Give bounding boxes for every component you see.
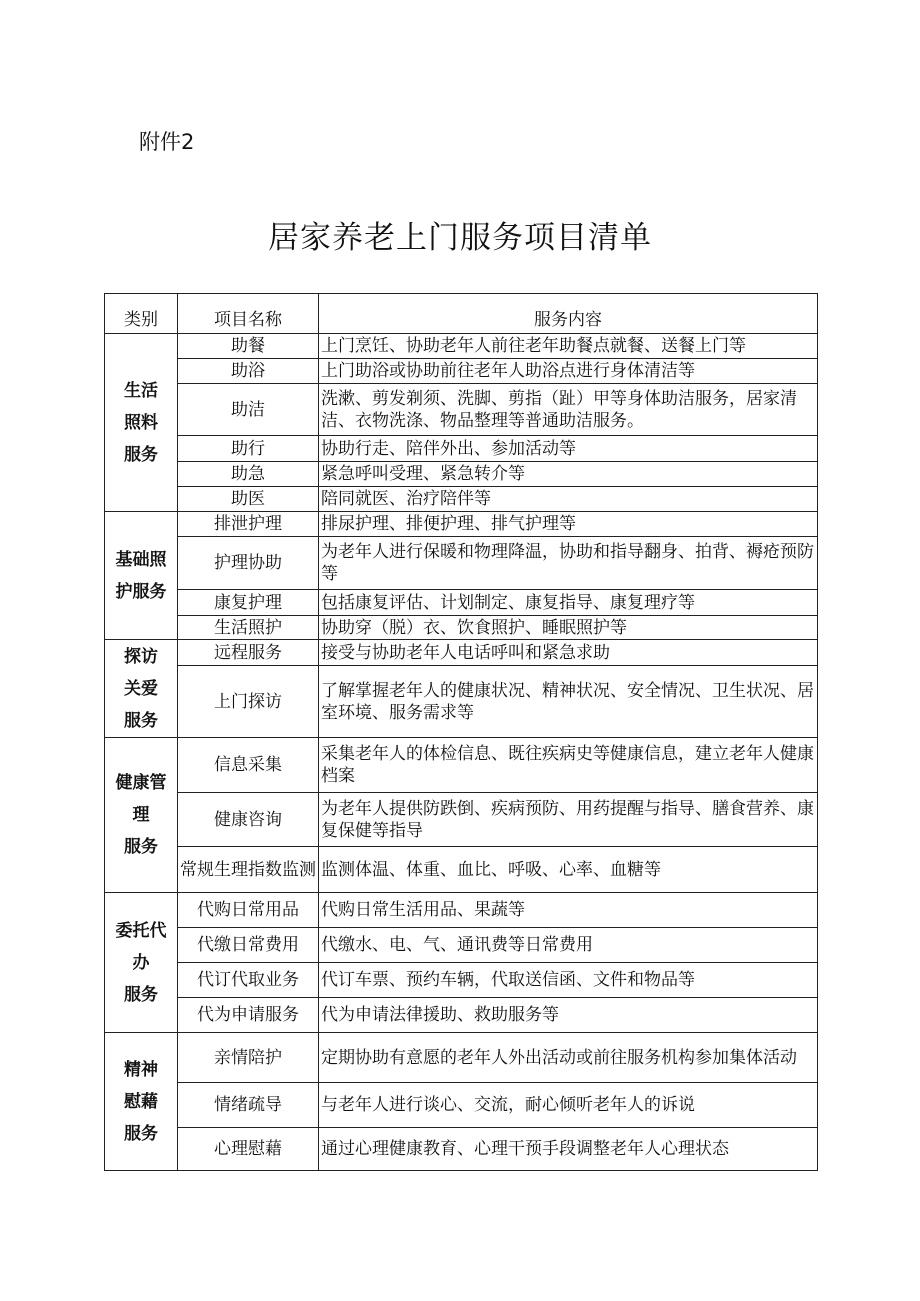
item-name-cell: 情绪疏导 [178,1083,319,1128]
table-row [105,590,818,616]
service-content-cell: 代购日常生活用品、果蔬等 [319,893,818,928]
table-row [105,334,818,359]
item-name-cell: 远程服务 [178,640,319,666]
service-content-cell: 监测体温、体重、血比、呼吸、心率、血糖等 [319,847,818,893]
category-cell [105,512,178,640]
table-row [105,738,818,793]
category-cell [105,893,178,1033]
item-name-cell: 康复护理 [178,590,319,616]
table-row [105,537,818,590]
table-row [105,847,818,893]
service-content-cell: 上门助浴或协助前往老年人助浴点进行身体清洁等 [319,359,818,384]
service-content-cell: 上门烹饪、协助老年人前往老年助餐点就餐、送餐上门等 [319,334,818,359]
table-row [105,359,818,384]
category-label-line: 办 [132,952,150,973]
service-content-cell: 代为申请法律援助、救助服务等 [319,998,818,1033]
service-content-cell: 为老年人进行保暖和物理降温，协助和指导翻身、拍背、褥疮预防等 [319,537,818,590]
service-content-cell: 排尿护理、排便护理、排气护理等 [319,512,818,537]
attachment-label: 附件2 [139,130,195,154]
table-body [105,334,818,1171]
category-label-line: 健康管 [115,773,167,793]
category-label-line: 探访 [124,646,158,667]
category-cell [105,334,178,512]
service-content-cell: 定期协助有意愿的老年人外出活动或前往服务机构参加集体活动 [319,1033,818,1083]
item-name-cell: 助洁 [178,384,319,436]
category-label-line: 精神 [124,1059,158,1080]
table-row [105,893,818,928]
document-title: 居家养老上门服务项目清单 [268,220,652,256]
table-row [105,963,818,998]
service-content-cell: 包括康复评估、计划制定、康复指导、康复理疗等 [319,590,818,616]
item-name-cell: 助急 [178,462,319,487]
column-header-category: 类别 [105,294,178,334]
item-name-cell: 常规生理指数监测 [178,847,319,893]
service-content-cell: 了解掌握老年人的健康状况、精神状况、安全情况、卫生状况、居室环境、服务需求等 [319,666,818,738]
item-name-cell: 生活照护 [178,616,319,640]
service-table [104,293,818,1171]
item-name-cell: 上门探访 [178,666,319,738]
table-row [105,462,818,487]
category-label-line: 服务 [124,1123,158,1144]
item-name-cell: 亲情陪护 [178,1033,319,1083]
category-label-line: 服务 [124,444,158,465]
item-name-cell: 护理协助 [178,537,319,590]
table-row [105,616,818,640]
category-cell [105,640,178,738]
category-label-line: 理 [132,805,150,825]
item-name-cell: 助医 [178,487,319,512]
service-content-cell: 洗漱、剪发剃须、洗脚、剪指（趾）甲等身体助洁服务，居家清洁、衣物洗涤、物品整理等普通助洁服务。 [319,384,818,436]
category-label-line: 服务 [124,710,158,731]
table-row [105,1083,818,1128]
item-name-cell: 信息采集 [178,738,319,793]
table-row [105,666,818,738]
category-label-line: 关爱 [124,678,158,699]
table-header-row [105,294,818,334]
item-name-cell: 助浴 [178,359,319,384]
service-content-cell: 与老年人进行谈心、交流，耐心倾听老年人的诉说 [319,1083,818,1128]
column-header-content: 服务内容 [319,294,818,334]
category-label-line: 委托代 [115,920,167,941]
item-name-cell: 代为申请服务 [178,998,319,1033]
category-label-line: 服务 [124,984,158,1005]
table-row [105,1128,818,1171]
column-header-item-name: 项目名称 [178,294,319,334]
service-content-cell: 代缴水、电、气、通讯费等日常费用 [319,928,818,963]
category-label-line: 慰藉 [124,1091,158,1112]
table-row [105,487,818,512]
table-row [105,384,818,436]
service-content-cell: 为老年人提供防跌倒、疾病预防、用药提醒与指导、膳食营养、康复保健等指导 [319,793,818,847]
service-content-cell: 协助行走、陪伴外出、参加活动等 [319,436,818,462]
category-label-line: 服务 [124,837,158,857]
item-name-cell: 助餐 [178,334,319,359]
service-content-cell: 陪同就医、治疗陪伴等 [319,487,818,512]
category-cell [105,738,178,893]
table-row [105,1033,818,1083]
category-label-line: 护服务 [115,581,167,602]
service-content-cell: 协助穿（脱）衣、饮食照护、睡眠照护等 [319,616,818,640]
category-label-line: 照料 [124,412,158,433]
table-row [105,436,818,462]
category-label-line: 基础照 [115,549,167,570]
table-row [105,793,818,847]
category-cell [105,1033,178,1171]
table-row [105,512,818,537]
service-content-cell: 紧急呼叫受理、紧急转介等 [319,462,818,487]
item-name-cell: 心理慰藉 [178,1128,319,1171]
table-row [105,998,818,1033]
item-name-cell: 排泄护理 [178,512,319,537]
item-name-cell: 助行 [178,436,319,462]
service-content-cell: 接受与协助老年人电话呼叫和紧急求助 [319,640,818,666]
item-name-cell: 健康咨询 [178,793,319,847]
service-content-cell: 采集老年人的体检信息、既往疾病史等健康信息，建立老年人健康档案 [319,738,818,793]
table-row [105,640,818,666]
item-name-cell: 代缴日常费用 [178,928,319,963]
category-label-line: 生活 [124,380,158,401]
service-content-cell: 代订车票、预约车辆，代取送信函、文件和物品等 [319,963,818,998]
item-name-cell: 代购日常用品 [178,893,319,928]
item-name-cell: 代订代取业务 [178,963,319,998]
service-content-cell: 通过心理健康教育、心理干预手段调整老年人心理状态 [319,1128,818,1171]
table-row [105,928,818,963]
